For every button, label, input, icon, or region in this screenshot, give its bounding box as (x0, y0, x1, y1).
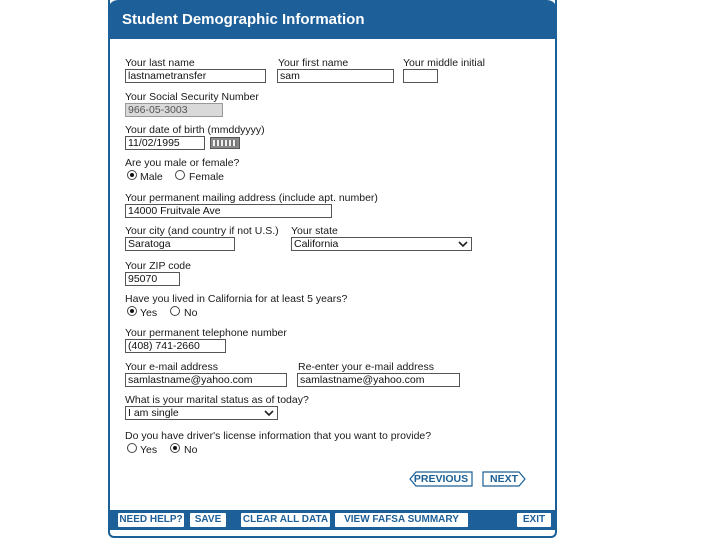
email-label: Your e-mail address (125, 361, 218, 373)
last-name-label: Your last name (125, 57, 195, 69)
next-label: NEXT (489, 473, 518, 485)
middle-initial-input[interactable] (403, 69, 438, 83)
email-confirm-label: Re-enter your e-mail address (298, 361, 434, 373)
middle-initial-label: Your middle initial (403, 57, 485, 69)
previous-button[interactable] (409, 471, 473, 487)
license-yes-radio[interactable] (127, 443, 137, 453)
first-name-input[interactable]: sam (277, 69, 394, 83)
calendar-icon[interactable] (210, 137, 240, 149)
email-confirm-input[interactable]: samlastname@yahoo.com (297, 373, 460, 387)
email-input[interactable]: samlastname@yahoo.com (125, 373, 287, 387)
dob-label: Your date of birth (mmddyyyy) (125, 124, 265, 136)
next-button[interactable] (482, 471, 526, 487)
ca-resident-label: Have you lived in California for at least 5 years? (125, 293, 348, 305)
state-select[interactable] (291, 237, 472, 251)
state-value: California (294, 238, 339, 250)
gender-male-radio[interactable] (127, 170, 137, 180)
license-no-label: No (184, 444, 198, 456)
marital-value: I am single (128, 407, 179, 419)
gender-female-radio[interactable] (175, 170, 185, 180)
marital-label: What is your marital status as of today? (125, 394, 309, 406)
footer-bar (108, 510, 557, 530)
address-label: Your permanent mailing address (include apt. number) (125, 192, 378, 204)
page-header (108, 0, 557, 39)
ca-resident-no-radio[interactable] (170, 306, 180, 316)
phone-label: Your permanent telephone number (125, 327, 287, 339)
ssn-label: Your Social Security Number (125, 91, 259, 103)
gender-label: Are you male or female? (125, 157, 240, 169)
ca-resident-no-label: No (184, 307, 198, 319)
clear-all-data-button[interactable]: CLEAR ALL DATA (242, 514, 329, 525)
ca-resident-yes-radio[interactable] (127, 306, 137, 316)
previous-label: PREVIOUS (413, 473, 469, 485)
dob-input[interactable]: 11/02/1995 (125, 136, 205, 150)
gender-male-label: Male (140, 171, 163, 183)
city-label: Your city (and country if not U.S.) (125, 225, 279, 237)
state-label: Your state (291, 225, 338, 237)
phone-input[interactable]: (408) 741-2660 (125, 339, 226, 353)
license-label: Do you have driver's license information that you want to provide? (125, 430, 432, 442)
marital-select[interactable] (125, 406, 278, 420)
last-name-input[interactable]: lastnametransfer (125, 69, 266, 83)
zip-label: Your ZIP code (125, 260, 191, 272)
chevron-down-icon (457, 238, 469, 250)
license-no-radio[interactable] (170, 443, 180, 453)
gender-female-label: Female (189, 171, 225, 183)
first-name-label: Your first name (278, 57, 349, 69)
need-help-button[interactable]: NEED HELP? (119, 514, 183, 525)
chevron-down-icon (263, 407, 275, 419)
exit-button[interactable]: EXIT (517, 513, 551, 527)
page-title: Student Demographic Information (122, 11, 365, 28)
address-input[interactable]: 14000 Fruitvale Ave (125, 204, 332, 218)
save-button[interactable]: SAVE (190, 513, 226, 527)
view-fafsa-summary-button[interactable]: VIEW FAFSA SUMMARY (335, 513, 468, 527)
license-yes-label: Yes (140, 444, 158, 456)
zip-input[interactable]: 95070 (125, 272, 180, 286)
ca-resident-yes-label: Yes (140, 307, 158, 319)
city-input[interactable]: Saratoga (125, 237, 235, 251)
ssn-input: 966-05-3003 (125, 103, 223, 117)
